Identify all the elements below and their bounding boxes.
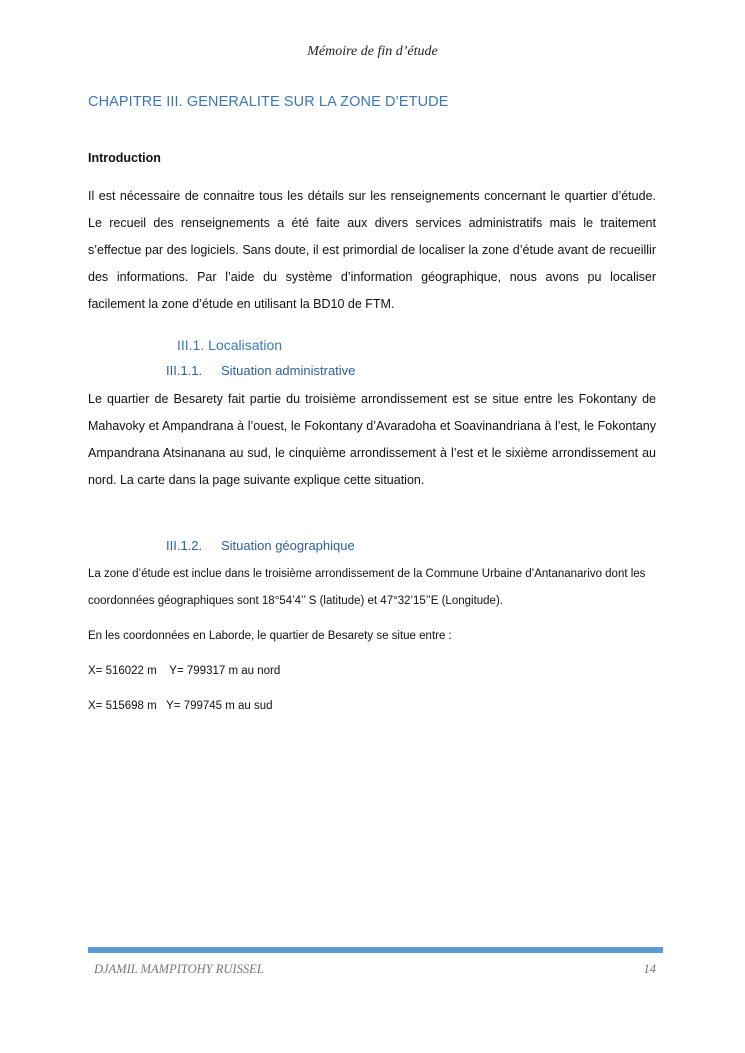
footer [94,962,656,977]
coord-north: X= 516022 m Y= 799317 m au nord [88,665,281,677]
chapter-title: CHAPITRE III. GENERALITE SUR LA ZONE D’ETUDE [88,94,449,110]
section-localisation-heading: III.1. Localisation [177,337,283,353]
footer-author: DJAMIL MAMPITOHY RUISSEL [94,962,264,976]
admin-paragraph: Le quartier de Besarety fait partie du troisième arrondissement est se situe entre les Fokontany de Mahavoky et Ampandrana à l’ouest, le Fokontany d’Avaradoha et Soavinandriana à l’est, le Fokontany Ampandrana Atsinanana au sud, le cinquième arrondissement à l’est et le sixième arrondissement au nord. La carte dans la page suivante explique cette situation. [88,392,656,487]
subsection-geo-number: III.1.2. [166,538,203,553]
subsection-admin-title: Situation administrative [221,363,356,378]
subsection-geo-title: Situation géographique [221,538,355,553]
geo-paragraph: La zone d’étude est inclue dans le troisième arrondissement de la Commune Urbaine d’Antananarivo dont les coordonnées géographiques sont 18°54’4’’ S (latitude) et 47°32’15’’E (Longitude). [88,568,646,607]
coord-south: X= 515698 m Y= 799745 m au sud [88,700,273,712]
subsection-admin-heading [166,363,355,378]
laborde-intro: En les coordonnées en Laborde, le quartier de Besarety se situe entre : [88,630,452,642]
page-number: 14 [643,962,656,976]
running-header: Mémoire de fin d’étude [307,44,438,59]
introduction-paragraph: Il est nécessaire de connaitre tous les détails sur les renseignements concernant le quartier d’étude. Le recueil des renseignements a été faite aux divers services administratifs mais le traitement s’effectue par des logiciels. Sans doute, il est primordial de localiser la zone d’étude avant de recueillir des informations. Par l’aide du système d’information géographique, nous avons pu localiser facilement la zone d’étude en utilisant la BD10 de FTM. [88,189,656,311]
subsection-geo-heading [166,538,355,553]
footer-rule [88,947,663,953]
subsection-admin-number: III.1.1. [166,363,203,378]
introduction-heading: Introduction [88,151,161,165]
